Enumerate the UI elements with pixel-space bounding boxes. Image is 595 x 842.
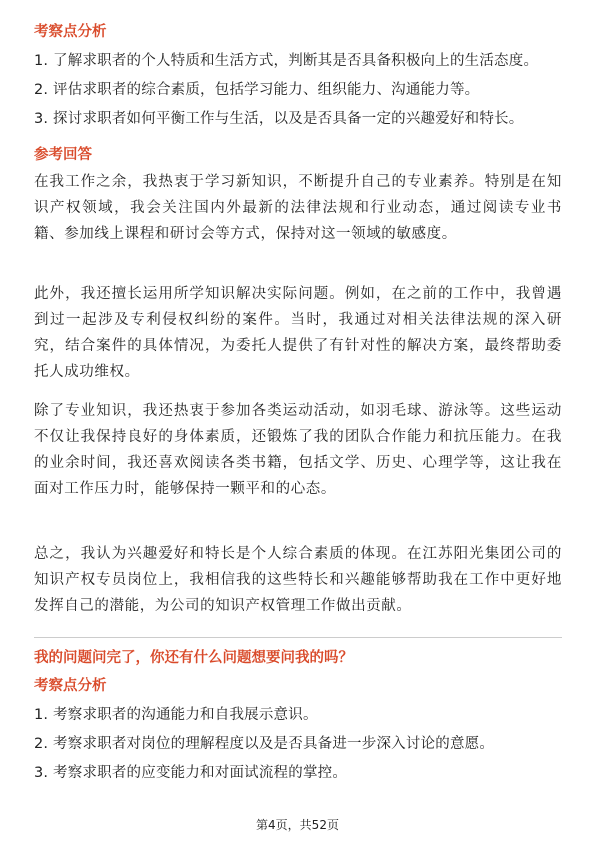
page-number: 第4页，共52页 xyxy=(256,818,339,832)
answer-paragraph-2: 此外，我还擅长运用所学知识解决实际问题。例如，在之前的工作中，我曾遇到过一起涉及专利侵权纠纷的案件。当时，我通过对相关法律法规的深入研究，结合案件的具体情况，为委托人提供了有针对性的解决方案，最终帮助委托人成功维权。 xyxy=(34,286,562,380)
answer-paragraph-4: 总之，我认为兴趣爱好和特长是个人综合素质的体现。在江苏阳光集团公司的知识产权专员岗位上，我相信我的这些特长和兴趣能够帮助我在工作中更好地发挥自己的潜能，为公司的知识产权管理工作做出贡献。 xyxy=(34,546,562,614)
analysis-item-2: 2. 评估求职者的综合素质，包括学习能力、组织能力、沟通能力等。 xyxy=(34,82,480,98)
answer-paragraph-1: 在我工作之余，我热衷于学习新知识，不断提升自己的专业素养。特别是在知识产权领域，我会关注国内外最新的法律法规和行业动态，通过阅读专业书籍、参加线上课程和研讨会等方式，保持对这一领域的敏感度。 xyxy=(34,174,562,242)
section-heading-analysis: 考察点分析 xyxy=(34,24,107,40)
analysis2-item-3: 3. 考察求职者的应变能力和对面试流程的掌控。 xyxy=(34,765,348,781)
section-divider xyxy=(34,637,562,638)
section-heading-analysis-2: 考察点分析 xyxy=(34,678,107,694)
answer-paragraph-3: 除了专业知识，我还热衷于参加各类运动活动，如羽毛球、游泳等。这些运动不仅让我保持良好的身体素质，还锻炼了我的团队合作能力和抗压能力。在我的业余时间，我还喜欢阅读各类书籍，包括文学、历史、心理学等，这让我在面对工作压力时，能够保持一颗平和的心态。 xyxy=(34,403,562,497)
question-heading: 我的问题问完了，你还有什么问题想要问我的吗？ xyxy=(34,650,353,666)
analysis2-item-1: 1. 考察求职者的沟通能力和自我展示意识。 xyxy=(34,707,318,723)
analysis-item-3: 3. 探讨求职者如何平衡工作与生活，以及是否具备一定的兴趣爱好和特长。 xyxy=(34,111,524,127)
analysis2-item-2: 2. 考察求职者对岗位的理解程度以及是否具备进一步深入讨论的意愿。 xyxy=(34,736,495,752)
analysis-item-1: 1. 了解求职者的个人特质和生活方式，判断其是否具备积极向上的生活态度。 xyxy=(34,53,539,69)
section-heading-answer: 参考回答 xyxy=(34,147,92,163)
